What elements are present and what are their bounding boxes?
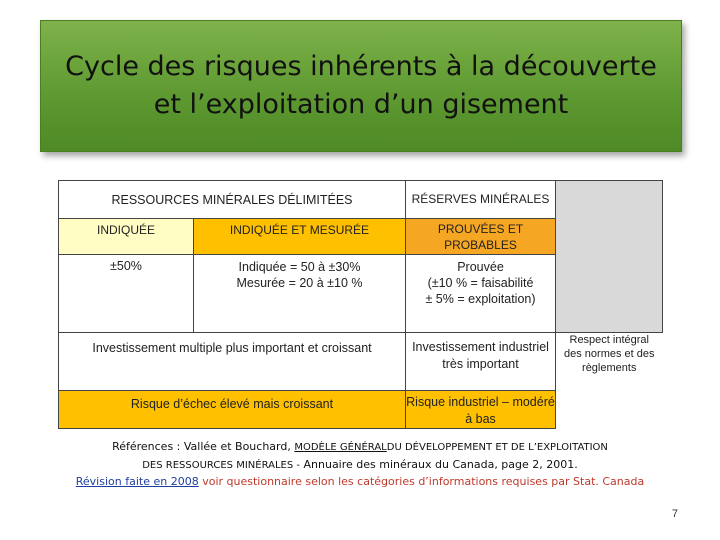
precision-indiquee: ±50% (110, 259, 142, 273)
references-line2-small: DES RESSOURCES MINÉRALES - (142, 460, 300, 471)
investissement-industriel: Investissement industriel très important (412, 340, 549, 371)
indiquee-mesuree-label: INDIQUÉE ET MESURÉE (229, 223, 370, 237)
references-rest-line1: DU DÉVELOPPEMENT ET DE L’EXPLOITATION (386, 442, 608, 453)
risque-industriel: Risque industriel – modéré à bas (406, 395, 555, 426)
risque-industriel-cell (406, 391, 556, 429)
precision-prouvee-cell (406, 255, 556, 333)
respect-normes: Respect intégral des normes et des règlements (564, 334, 655, 374)
investissement-multiple: Investissement multiple plus important et croissant (92, 341, 372, 355)
indiquee-label: INDIQUÉE (96, 223, 155, 237)
indiquee-cell (59, 219, 194, 255)
grey-cell (556, 181, 663, 333)
precision-mesuree-line1: Indiquée = 50 à ±30% (238, 260, 361, 274)
precision-mesuree-cell (194, 255, 406, 333)
investissement-multiple-cell (59, 333, 406, 391)
respect-cell (556, 333, 663, 429)
prouvees-cell (406, 219, 556, 255)
risque-echec-cell (59, 391, 406, 429)
references-line2-rest: Annuaire des minéraux du Canada, page 2, 2001. (303, 458, 578, 471)
page-title: Cycle des risques inhérents à la découverte et l’exploitation d’un gisement (65, 51, 657, 120)
precision-prouvee-line1: Prouvée (457, 260, 504, 274)
references-line1 (0, 440, 720, 453)
references-line2 (0, 458, 720, 471)
header-resources-cell (59, 181, 406, 219)
title-banner (40, 20, 682, 152)
references-prefix: Références : Vallée et Bouchard, (112, 440, 291, 453)
risque-echec: Risque d’échec élevé mais croissant (130, 397, 334, 411)
revision-link[interactable]: Révision faite en 2008 (75, 475, 199, 488)
header-resources: RESSOURCES MINÉRALES DÉLIMITÉES (111, 192, 353, 207)
questionnaire-note: voir questionnaire selon les catégories d’informations requises par Stat. Canada (202, 475, 645, 488)
precision-prouvee-line3: ± 5% = exploitation) (425, 292, 536, 306)
header-reserves-cell (406, 181, 556, 219)
modele-general-link[interactable]: MODÈLE GÉNÉRAL (294, 442, 387, 453)
page-number: 7 (671, 508, 678, 520)
precision-mesuree-line2: Mesurée = 20 à ±10 % (236, 276, 363, 290)
investissement-industriel-cell (406, 333, 556, 391)
precision-indiquee-cell (59, 255, 194, 333)
precision-prouvee-line2: (±10 % = faisabilité (427, 276, 534, 290)
risk-cycle-table (58, 180, 663, 429)
references-line3 (0, 475, 720, 488)
header-reserves: RÉSERVES MINÉRALES (411, 192, 550, 206)
prouvees-label: PROUVÉES ET PROBABLES (437, 222, 524, 252)
indiquee-mesuree-cell (194, 219, 406, 255)
